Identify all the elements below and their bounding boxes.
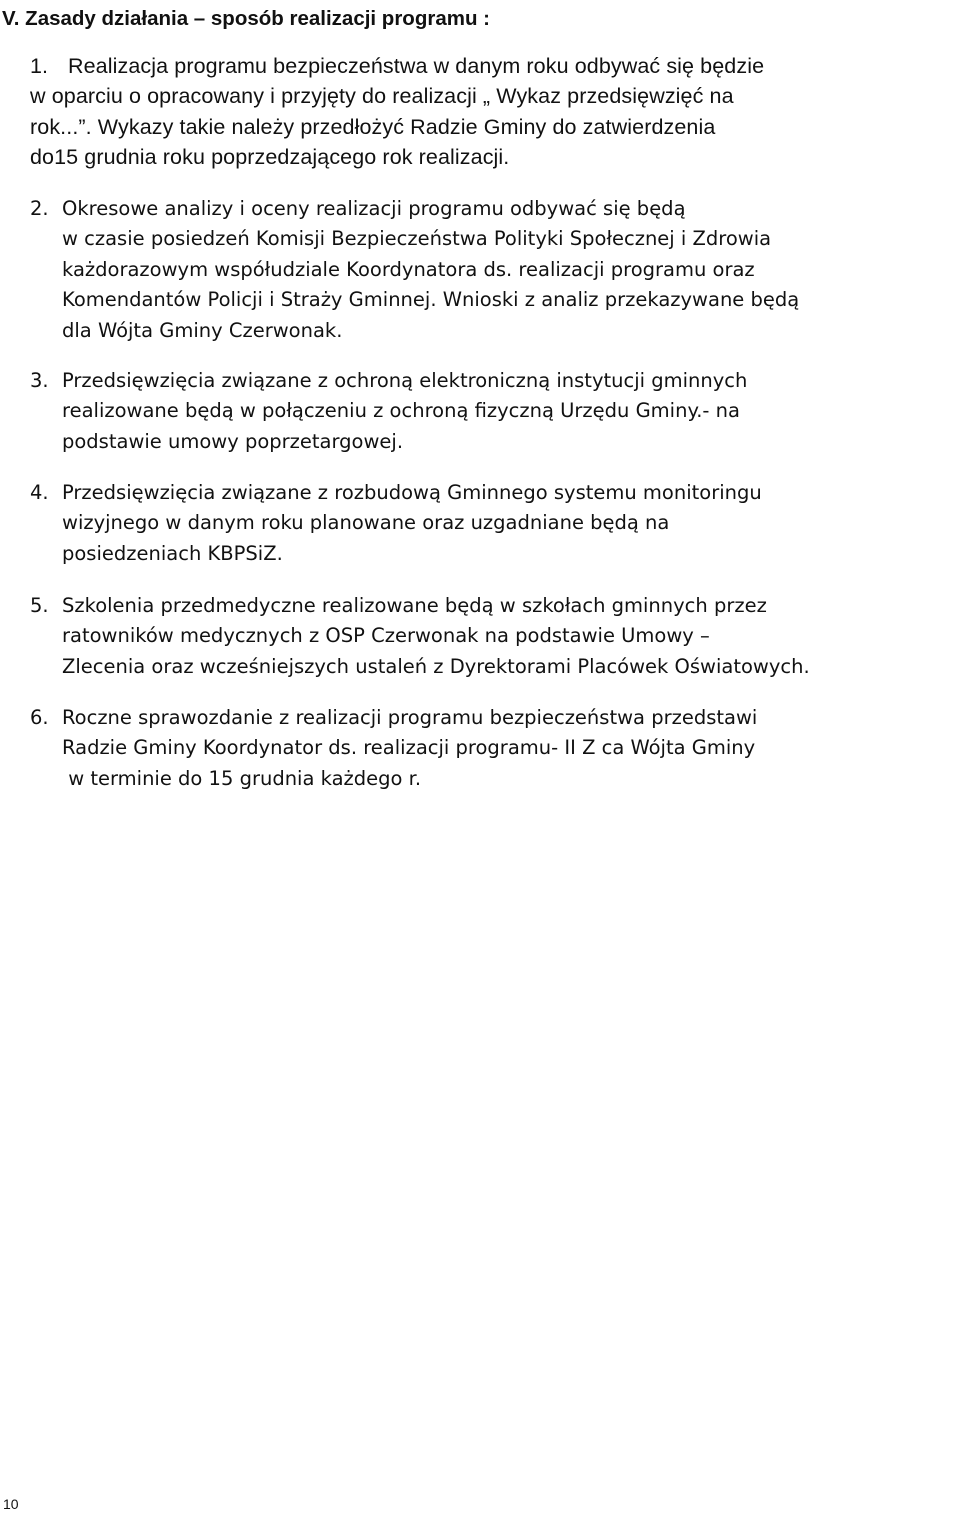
list-item-line: [30, 142, 960, 172]
list-item-text: w czasie posiedzeń Komisji Bezpieczeństwa Polityki Społecznej i Zdrowia: [62, 227, 772, 251]
list-item-2: [30, 194, 960, 346]
list-item-4: [30, 478, 960, 569]
list-item-number: 4.: [30, 481, 49, 504]
list-item-text: Realizacja programu bezpieczeństwa w danym roku odbywać się będzie: [68, 54, 765, 78]
list-item-number: 5.: [30, 594, 49, 617]
list-item-line: [30, 652, 960, 682]
list-item-text: wizyjnego w danym roku planowane oraz uzgadniane będą na: [62, 511, 670, 535]
list-item-line: [30, 621, 960, 651]
list-item-5: [30, 591, 960, 682]
list-item-text: w oparciu o opracowany i przyjęty do realizacji „ Wykaz przedsięwzięć na: [30, 84, 734, 109]
page-number: 10: [3, 1496, 19, 1512]
list-item-number: 1.: [30, 54, 49, 78]
list-item-text: Zlecenia oraz wcześniejszych ustaleń z Dyrektorami Placówek Oświatowych.: [62, 654, 810, 678]
list-item-line: [30, 51, 960, 81]
list-item-line: [30, 703, 960, 733]
list-item-text: do15 grudnia roku poprzedzającego rok realizacji.: [30, 145, 510, 170]
list-item-text: Szkolenia przedmedyczne realizowane będą w szkołach gminnych przez: [62, 594, 767, 617]
list-item-text: posiedzeniach KBPSiZ.: [62, 541, 283, 565]
list-item-6: [30, 703, 960, 794]
list-item-text: Komendantów Policji i Straży Gminnej. Wnioski z analiz przekazywane będą: [62, 288, 800, 312]
list-item-line: [30, 396, 960, 426]
list-item-text: w terminie do 15 grudnia każdego r.: [62, 766, 422, 790]
list-item-text: ratowników medycznych z OSP Czerwonak na podstawie Umowy –: [62, 624, 710, 648]
list-item-line: [30, 427, 960, 457]
list-item-line: [30, 81, 960, 111]
list-item-line: [30, 316, 960, 346]
list-item-line: [30, 224, 960, 254]
list-item-text: Przedsięwzięcia związane z rozbudową Gminnego systemu monitoringu: [62, 481, 762, 504]
list-item-text: realizowane będą w połączeniu z ochroną fizyczną Urzędu Gminy.- na: [62, 399, 740, 423]
list-item-text: podstawie umowy poprzetargowej.: [62, 429, 404, 453]
list-item-text: dla Wójta Gminy Czerwonak.: [62, 318, 343, 342]
list-item-line: [30, 478, 960, 508]
list-item-line: [30, 255, 960, 285]
list-item-line: [30, 539, 960, 569]
list-item-text: rok...”. Wykazy takie należy przedłożyć Radzie Gminy do zatwierdzenia: [30, 114, 716, 139]
list-item-line: [30, 733, 960, 763]
list-item-text: Roczne sprawozdanie z realizacji programu bezpieczeństwa przedstawi: [62, 706, 758, 729]
list-item-line: [30, 366, 960, 396]
list-item-number: 2.: [30, 197, 49, 220]
list-item-line: [30, 194, 960, 224]
list-item-text: każdorazowym współudziale Koordynatora ds. realizacji programu oraz: [62, 257, 755, 281]
list-item-line: [30, 764, 960, 794]
list-item-text: Radzie Gminy Koordynator ds. realizacji programu- II Z ca Wójta Gminy: [62, 736, 756, 760]
list-item-line: [30, 508, 960, 538]
list-item-line: [30, 591, 960, 621]
list-item-line: [30, 112, 960, 142]
list-item-3: [30, 366, 960, 457]
list-item-number: 3.: [30, 369, 49, 392]
list-item-text: Okresowe analizy i oceny realizacji programu odbywać się będą: [62, 197, 686, 220]
list-item-text: Przedsięwzięcia związane z ochroną elektroniczną instytucji gminnych: [62, 369, 748, 392]
list-item-number: 6.: [30, 706, 49, 729]
section-heading: V. Zasady działania – sposób realizacji programu :: [2, 7, 490, 30]
list-item-1: [30, 51, 960, 173]
list-item-line: [30, 285, 960, 315]
